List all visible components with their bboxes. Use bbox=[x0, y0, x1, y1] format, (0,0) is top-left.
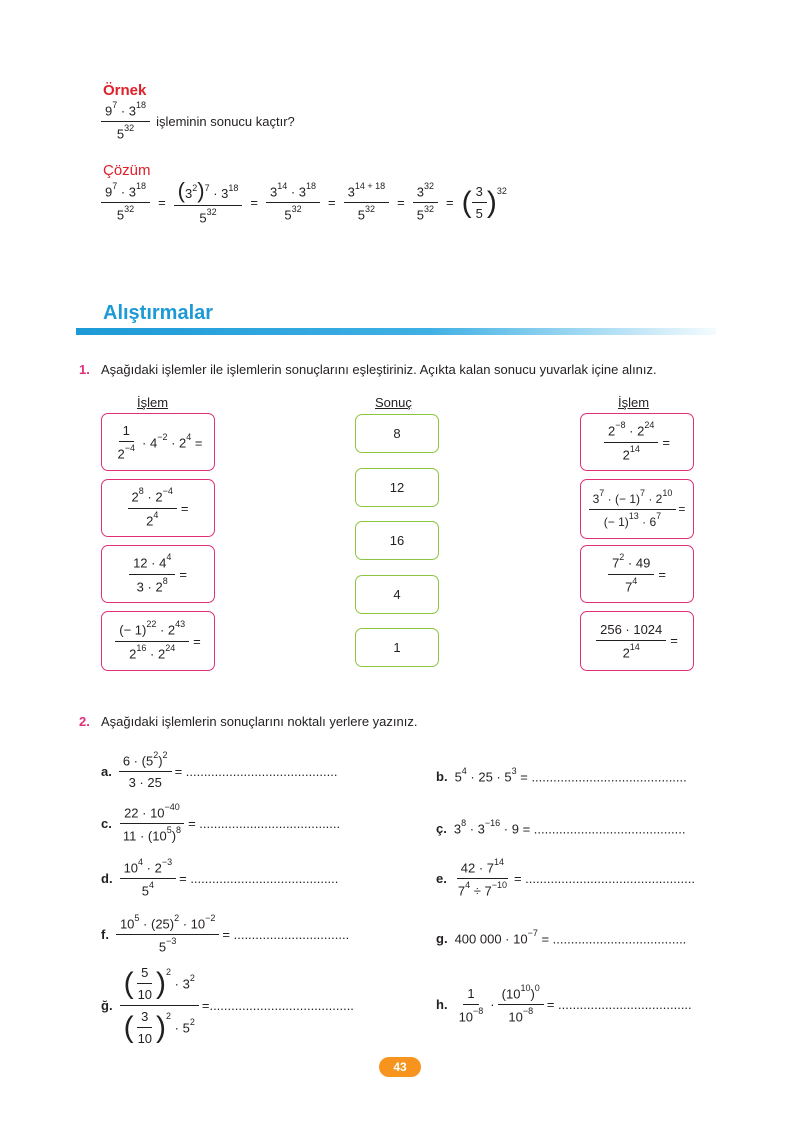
example-title: Örnek bbox=[103, 82, 147, 99]
q2-item-h[interactable]: h. $\frac{1}{10^{-8}}$ · $\frac{(10^{10})^0}{10^{-8}}$ = ..................................... bbox=[436, 983, 692, 1025]
right-expression-1[interactable]: $\frac{2^{-8} \cdot 2^{24}}{2^{14}}$ = bbox=[580, 413, 694, 471]
example-fraction: $\frac{9^7 \cdot 3^{18}}{5^{32}}$ bbox=[101, 102, 150, 142]
q2-item-g-breve[interactable]: ğ. ( $\frac{5}{10}$ ) $^2$ · $3^2$ ( $\frac{3}{10}$ ) $^2$ · $5^2$ =........................................ bbox=[101, 965, 354, 1046]
q1-col-right: İşlem bbox=[618, 395, 650, 410]
right-expression-3[interactable]: $\frac{7^2 \cdot 49}{7^4}$ = bbox=[580, 545, 694, 603]
left-expression-3[interactable]: $\frac{12 \cdot 4^4}{3 \cdot 2^8}$ = bbox=[101, 545, 215, 603]
result-box-5[interactable]: 1 bbox=[355, 628, 439, 667]
result-box-1[interactable]: 8 bbox=[355, 414, 439, 453]
q2-item-b[interactable]: b. $5^4 \cdot 25 \cdot 5^3$ = ........................................... bbox=[436, 766, 687, 785]
example-question-text: işleminin sonucu kaçtır? bbox=[156, 114, 295, 130]
q1-col-mid: Sonuç bbox=[375, 395, 412, 410]
q2-item-cedilla[interactable]: ç. $3^8 \cdot 3^{-16} \cdot 9$ = .......................................... bbox=[436, 818, 686, 837]
right-expression-2[interactable]: $\frac{3^7 \cdot (- 1)^7 \cdot 2^{10}}{(- 1)^{13} \cdot 6^7}$ = bbox=[580, 479, 694, 539]
example-question bbox=[101, 102, 295, 142]
q2-item-e[interactable]: e. $\frac{42 \cdot 7^{14}}{7^4 \div 7^{-10}}$ = ............................................... bbox=[436, 857, 695, 899]
solution-expression: $\frac{9^7 \cdot 3^{18}}{5^{32}}$ = $\frac{(3^2)^7 \cdot 3^{18}}{5^{32}}$ = $\frac{3^{14} \cdot 3^{18}}{5^{32}}$ = $\frac{3^{14 + 18}}{5^{32}}$ = $\frac{3^{32}}{5^{32}}$ = ( $\frac{3}{5}$ ) $^{32}$ bbox=[101, 180, 507, 225]
q2-item-g[interactable]: g. 400 $000 \cdot 10^{-7}$ = ..................................... bbox=[436, 928, 687, 947]
q2-item-c[interactable]: c. $\frac{22 \cdot 10^{-40}}{11 \cdot (10^5)^8}$ = ....................................... bbox=[101, 802, 341, 844]
q1-text: Aşağıdaki işlemler ile işlemlerin sonuçlarını eşleştiriniz. Açıkta kalan sonucu yuvarlak içine alınız. bbox=[101, 362, 657, 377]
left-expression-4[interactable]: $\frac{(- 1)^{22} \cdot 2^{43}}{2^{16} \cdot 2^{24}}$ = bbox=[101, 611, 215, 671]
q2-item-f[interactable]: f. $\frac{10^5 \cdot (25)^2 \cdot 10^{-2}}{5^{-3}}$ = ................................ bbox=[101, 913, 350, 955]
result-box-2[interactable]: 12 bbox=[355, 468, 439, 507]
exercises-title-bar bbox=[76, 328, 716, 335]
result-box-4[interactable]: 4 bbox=[355, 575, 439, 614]
solution-title: Çözüm bbox=[103, 162, 151, 179]
q2-number: 2. bbox=[79, 714, 90, 729]
q2-item-d[interactable]: d. $\frac{10^4 \cdot 2^{-3}}{5^4}$ = ......................................... bbox=[101, 857, 339, 899]
right-expression-4[interactable]: $\frac{256 \cdot 1024}{2^{14}}$ = bbox=[580, 611, 694, 671]
left-expression-2[interactable]: $\frac{2^8 \cdot 2^{-4}}{2^4}$ = bbox=[101, 479, 215, 537]
left-expression-1[interactable]: $\frac{1}{2^{-4}}$ · $4^{-2} \cdot 2^4$ = bbox=[101, 413, 215, 471]
result-box-3[interactable]: 16 bbox=[355, 521, 439, 560]
page-number: 43 bbox=[379, 1057, 421, 1077]
q2-text: Aşağıdaki işlemlerin sonuçlarını noktalı yerlere yazınız. bbox=[101, 714, 418, 729]
q1-col-left: İşlem bbox=[137, 395, 169, 410]
exercises-title: Alıştırmalar bbox=[103, 302, 214, 324]
q2-item-a[interactable]: a. $\frac{6 \cdot (5^2)^2}{3 \cdot 25}$ = .......................................... bbox=[101, 750, 338, 791]
q1-number: 1. bbox=[79, 362, 90, 377]
